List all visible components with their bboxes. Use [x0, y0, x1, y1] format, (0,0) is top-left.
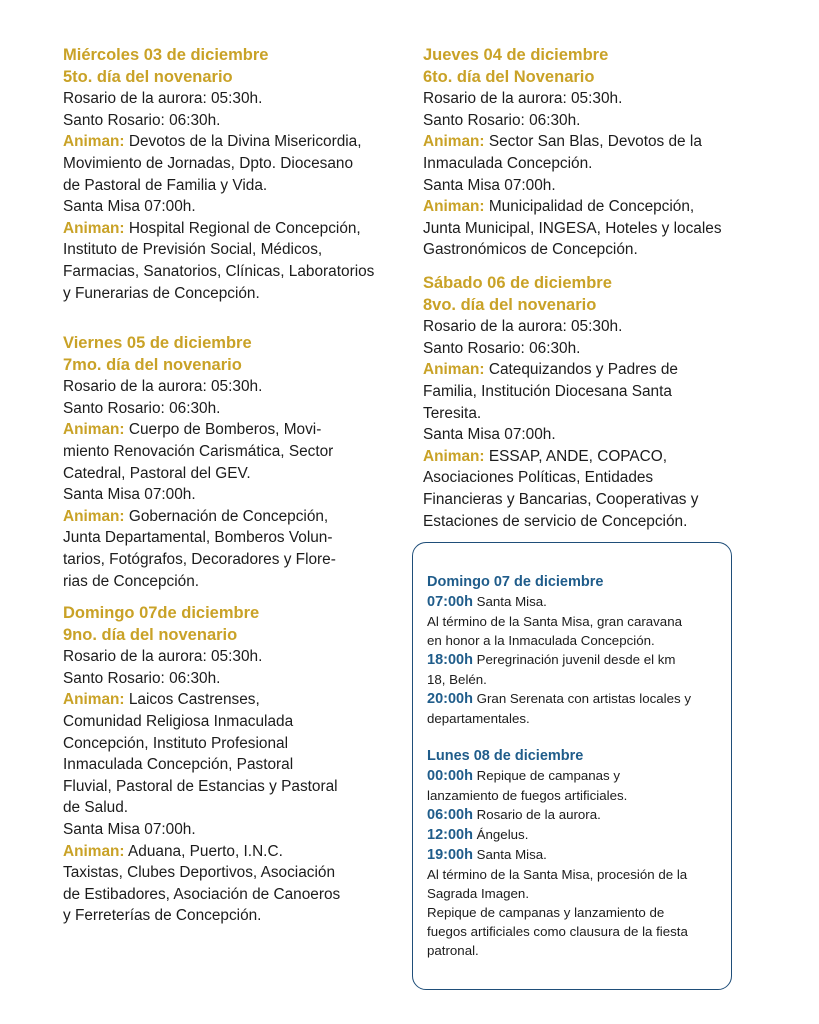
day-number: 7mo. día del novenario [63, 355, 242, 374]
animan-label: Animan: [423, 133, 485, 151]
animan-text: Catedral, Pastoral del GEV. [63, 464, 251, 482]
animan-text: Estaciones de servicio de Concepción. [423, 512, 688, 530]
program-text: Repique de campanas y lanzamiento de [427, 905, 665, 920]
program-item [427, 805, 727, 825]
animan-text: de Estibadores, Asociación de Canoeros [63, 885, 341, 903]
schedule-line: Rosario de la aurora: 05:30h. [423, 90, 623, 108]
day-block-sabado [423, 273, 698, 532]
program-text: Repique de campanas y [472, 768, 621, 783]
program-item [427, 650, 727, 670]
animan-text: Farmacias, Sanatorios, Clínicas, Laboratorios [63, 262, 375, 280]
animan-line [423, 359, 698, 381]
program-text: Sagrada Imagen. [427, 886, 530, 901]
program-time: 18:00h [427, 652, 473, 668]
animan-label: Animan: [63, 219, 125, 237]
animan-text: Movimiento de Jornadas, Dpto. Diocesano [63, 154, 354, 172]
program-text: Gran Serenata con artistas locales y [472, 691, 691, 706]
day-block-jueves [423, 45, 722, 261]
animan-text: de Salud. [63, 799, 129, 817]
day-block-domingo [63, 603, 340, 927]
program-text: Al término de la Santa Misa, gran caravana [427, 614, 682, 629]
animan-label: Animan: [63, 421, 125, 439]
program-text: fuegos artificiales como clausura de la fiesta [427, 924, 688, 939]
animan-line [63, 218, 374, 240]
program-date: Domingo 07 de diciembre [427, 574, 604, 590]
animan-text: rias de Concepción. [63, 572, 200, 590]
schedule-line: Santo Rosario: 06:30h. [423, 111, 581, 129]
day-number: 6to. día del Novenario [423, 67, 595, 86]
animan-text: Junta Departamental, Bomberos Volun- [63, 529, 333, 547]
program-text: lanzamiento de fuegos artificiales. [427, 788, 628, 803]
animan-text: Gastronómicos de Concepción. [423, 241, 638, 259]
schedule-line: Santa Misa 07:00h. [63, 486, 196, 504]
day-number: 9no. día del novenario [63, 625, 238, 644]
day-date: Viernes 05 de diciembre [63, 334, 252, 352]
animan-line [63, 131, 374, 153]
schedule-line: Rosario de la aurora: 05:30h. [423, 318, 623, 336]
animan-text: Teresita. [423, 404, 482, 422]
animan-text: Junta Municipal, INGESA, Hoteles y locales [423, 219, 722, 237]
program-day-domingo [427, 573, 727, 728]
animan-line [423, 196, 722, 218]
program-item [427, 845, 727, 865]
animan-text: Hospital Regional de Concepción, [124, 219, 361, 237]
animan-label: Animan: [423, 447, 485, 465]
schedule-line: Rosario de la aurora: 05:30h. [63, 648, 263, 666]
program-text: 18, Belén. [427, 672, 487, 687]
schedule-line: Santo Rosario: 06:30h. [63, 399, 221, 417]
schedule-line: Santo Rosario: 06:30h. [423, 339, 581, 357]
program-time: 07:00h [427, 594, 473, 610]
animan-line [63, 506, 336, 528]
animan-line [63, 689, 340, 711]
schedule-line: Rosario de la aurora: 05:30h. [63, 90, 263, 108]
schedule-line: Santa Misa 07:00h. [63, 820, 196, 838]
animan-line [63, 841, 340, 863]
animan-label: Animan: [63, 842, 125, 860]
schedule-line: Santa Misa 07:00h. [423, 426, 556, 444]
program-item [427, 766, 727, 786]
program-text: Santa Misa. [472, 847, 547, 862]
program-text: departamentales. [427, 711, 530, 726]
program-time: 20:00h [427, 691, 473, 707]
animan-text: Asociaciones Políticas, Entidades [423, 469, 654, 487]
animan-label: Animan: [63, 691, 125, 709]
animan-text: Laicos Castrenses, [124, 691, 260, 709]
program-item [427, 592, 727, 612]
animan-text: Devotos de la Divina Misericordia, [124, 133, 362, 151]
program-box [412, 542, 732, 990]
program-text: Rosario de la aurora. [472, 807, 601, 822]
animan-text: miento Renovación Carismática, Sector [63, 442, 334, 460]
animan-text: Catequizandos y Padres de [484, 361, 678, 379]
program-time: 00:00h [427, 768, 473, 784]
schedule-line: Santa Misa 07:00h. [63, 198, 196, 216]
animan-label: Animan: [423, 198, 485, 216]
animan-text: de Pastoral de Familia y Vida. [63, 176, 268, 194]
program-text: Al término de la Santa Misa, procesión de la [427, 867, 688, 882]
schedule-line: Santo Rosario: 06:30h. [63, 669, 221, 687]
program-item [427, 689, 727, 709]
animan-text: Inmaculada Concepción, Pastoral [63, 756, 294, 774]
day-block-miercoles [63, 45, 374, 304]
animan-text: Cuerpo de Bomberos, Movi- [124, 421, 322, 439]
program-text: patronal. [427, 943, 479, 958]
program-time: 12:00h [427, 827, 473, 843]
animan-text: Instituto de Previsión Social, Médicos, [63, 241, 323, 259]
animan-text: Taxistas, Clubes Deportivos, Asociación [63, 864, 336, 882]
animan-text: y Ferreterías de Concepción. [63, 907, 262, 925]
program-day-lunes [427, 747, 727, 960]
animan-text: Gobernación de Concepción, [124, 507, 329, 525]
animan-line [423, 446, 698, 468]
animan-label: Animan: [63, 507, 125, 525]
animan-label: Animan: [63, 133, 125, 151]
schedule-line: Santa Misa 07:00h. [423, 176, 556, 194]
day-date: Domingo 07de diciembre [63, 604, 260, 622]
animan-text: Sector San Blas, Devotos de la [484, 133, 702, 151]
program-date: Lunes 08 de diciembre [427, 748, 584, 764]
day-date: Miércoles 03 de diciembre [63, 46, 269, 64]
schedule-line: Santo Rosario: 06:30h. [63, 111, 221, 129]
animan-label: Animan: [423, 361, 485, 379]
program-time: 19:00h [427, 847, 473, 863]
day-date: Sábado 06 de diciembre [423, 274, 612, 292]
animan-text: Familia, Institución Diocesana Santa [423, 382, 672, 400]
animan-line [63, 419, 336, 441]
program-text: en honor a la Inmaculada Concepción. [427, 633, 655, 648]
animan-line [423, 131, 722, 153]
day-number: 8vo. día del novenario [423, 295, 597, 314]
program-item [427, 825, 727, 845]
animan-text: Comunidad Religiosa Inmaculada [63, 712, 294, 730]
animan-text: Concepción, Instituto Profesional [63, 734, 289, 752]
schedule-line: Rosario de la aurora: 05:30h. [63, 378, 263, 396]
day-number: 5to. día del novenario [63, 67, 233, 86]
program-text: Peregrinación juvenil desde el km [472, 652, 676, 667]
day-date: Jueves 04 de diciembre [423, 46, 609, 64]
program-text: Ángelus. [472, 827, 529, 842]
animan-text: y Funerarias de Concepción. [63, 284, 260, 302]
program-text: Santa Misa. [472, 594, 547, 609]
day-block-viernes [63, 333, 336, 592]
animan-text: ESSAP, ANDE, COPACO, [484, 447, 668, 465]
animan-text: Municipalidad de Concepción, [484, 198, 695, 216]
animan-text: Aduana, Puerto, I.N.C. [124, 842, 283, 860]
animan-text: Fluvial, Pastoral de Estancias y Pastoral [63, 777, 338, 795]
animan-text: tarios, Fotógrafos, Decoradores y Flore- [63, 550, 336, 568]
animan-text: Inmaculada Concepción. [423, 154, 593, 172]
program-time: 06:00h [427, 807, 473, 823]
animan-text: Financieras y Bancarias, Cooperativas y [423, 490, 699, 508]
